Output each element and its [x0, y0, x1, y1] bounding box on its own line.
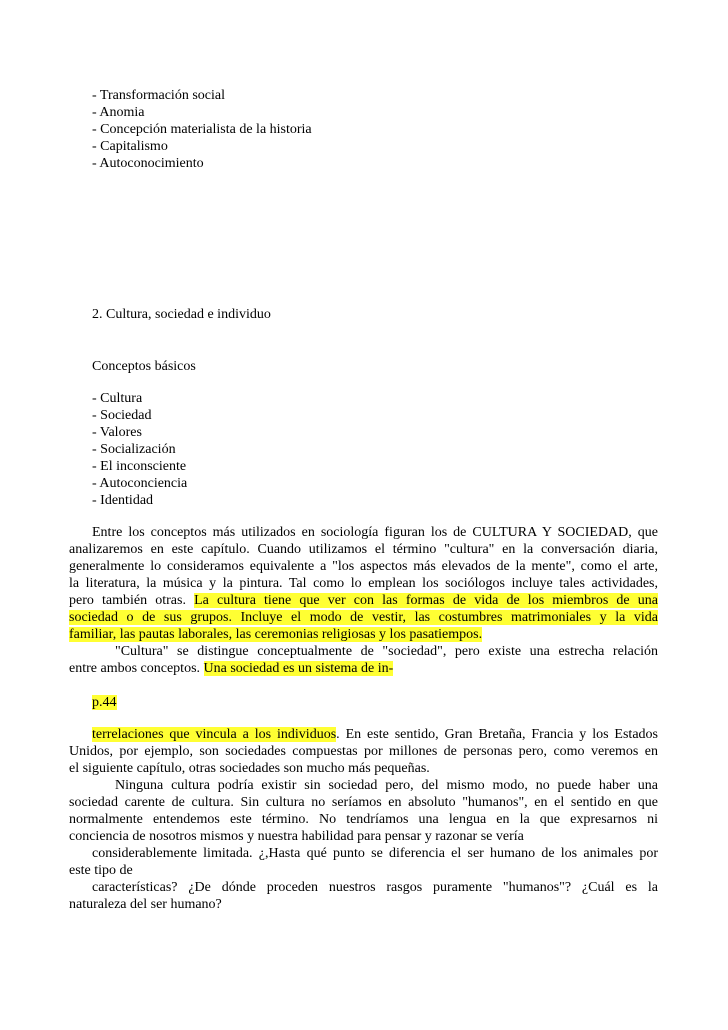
- text-line: Unidos, por ejemplo, son sociedades compuestas por millones de personas pero, como veremos en: [69, 744, 658, 759]
- list-item: - Concepción materialista de la historia: [92, 122, 312, 137]
- text-line: analizaremos en este capítulo. Cuando utilizamos el término "cultura" en la conversación diaria,: [69, 542, 658, 557]
- text-segment: . En este sentido, Gran Bretaña, Francia y los Estados: [336, 727, 658, 742]
- concepts-list-previous: [92, 87, 312, 172]
- list-item: - Autoconciencia: [92, 476, 188, 491]
- text-line: conciencia de nosotros mismos y nuestra habilidad para pensar y razonar se vería: [69, 829, 524, 844]
- list-item: - Sociedad: [92, 408, 152, 423]
- list-item: - Cultura: [92, 391, 143, 406]
- text-line: [69, 609, 658, 626]
- text-line: Ninguna cultura podría existir sin sociedad pero, del mismo modo, no puede haber una: [115, 778, 658, 793]
- text-line: Entre los conceptos más utilizados en sociología figuran los de CULTURA Y SOCIEDAD, que: [92, 525, 658, 540]
- text-line: [69, 726, 658, 743]
- section-title: 2. Cultura, sociedad e individuo: [92, 307, 271, 322]
- list-item: - Autoconocimiento: [92, 156, 204, 171]
- text-line: sociedad carente de cultura. Sin cultura no seríamos en absoluto "humanos", en el sentido en que: [69, 795, 658, 810]
- text-line: el siguiente capítulo, otras sociedades son mucho más pequeñas.: [69, 761, 430, 776]
- highlighted-text: La cultura tiene que ver con las formas de vida de los miembros de una: [194, 593, 658, 608]
- list-item: - El inconsciente: [92, 459, 187, 474]
- text-segment: entre ambos conceptos.: [69, 661, 204, 676]
- text-line: generalmente lo consideramos equivalente a "los aspectos más elevados de la mente", como el arte,: [69, 559, 658, 574]
- list-item: - Transformación social: [92, 88, 225, 103]
- text-line: [69, 626, 658, 643]
- highlighted-text: terrelaciones que vincula a los individuos: [92, 727, 337, 742]
- text-line: características? ¿De dónde proceden nuestros rasgos puramente "humanos"? ¿Cuál es la: [92, 880, 658, 895]
- concepts-list: [92, 390, 187, 509]
- text-line: [69, 592, 658, 609]
- highlighted-text: p.44: [92, 695, 117, 710]
- paragraph-society: [69, 726, 658, 913]
- text-line: "Cultura" se distingue conceptualmente de "sociedad", pero existe una estrecha relación: [115, 644, 658, 659]
- text-segment: pero también otras.: [69, 593, 195, 608]
- page-marker: [92, 694, 117, 711]
- highlighted-text: sociedad o de sus grupos. Incluye el modo de vestir, las costumbres matrimoniales y la vida: [69, 610, 658, 625]
- paragraph-culture: [69, 524, 658, 677]
- list-item: - Valores: [92, 425, 142, 440]
- highlighted-text: familiar, las pautas laborales, las ceremonias religiosas y los pasatiempos.: [69, 627, 483, 642]
- highlighted-text: Una sociedad es un sistema de in-: [203, 661, 394, 676]
- text-line: considerablemente limitada. ¿,Hasta qué punto se diferencia el ser humano de los animales por: [92, 846, 658, 861]
- list-item: - Identidad: [92, 493, 154, 508]
- list-item: - Anomia: [92, 105, 145, 120]
- concepts-title: Conceptos básicos: [92, 359, 196, 374]
- text-line: naturaleza del ser humano?: [69, 897, 222, 912]
- list-item: - Socialización: [92, 442, 176, 457]
- text-line: normalmente entendemos este término. No tendríamos una lengua en la que expresarnos ni: [69, 812, 658, 827]
- list-item: - Capitalismo: [92, 139, 168, 154]
- text-line: la literatura, la música y la pintura. Tal como lo emplean los sociólogos incluye tales actividades,: [69, 576, 658, 591]
- text-line: este tipo de: [69, 863, 133, 878]
- text-line: [69, 660, 658, 677]
